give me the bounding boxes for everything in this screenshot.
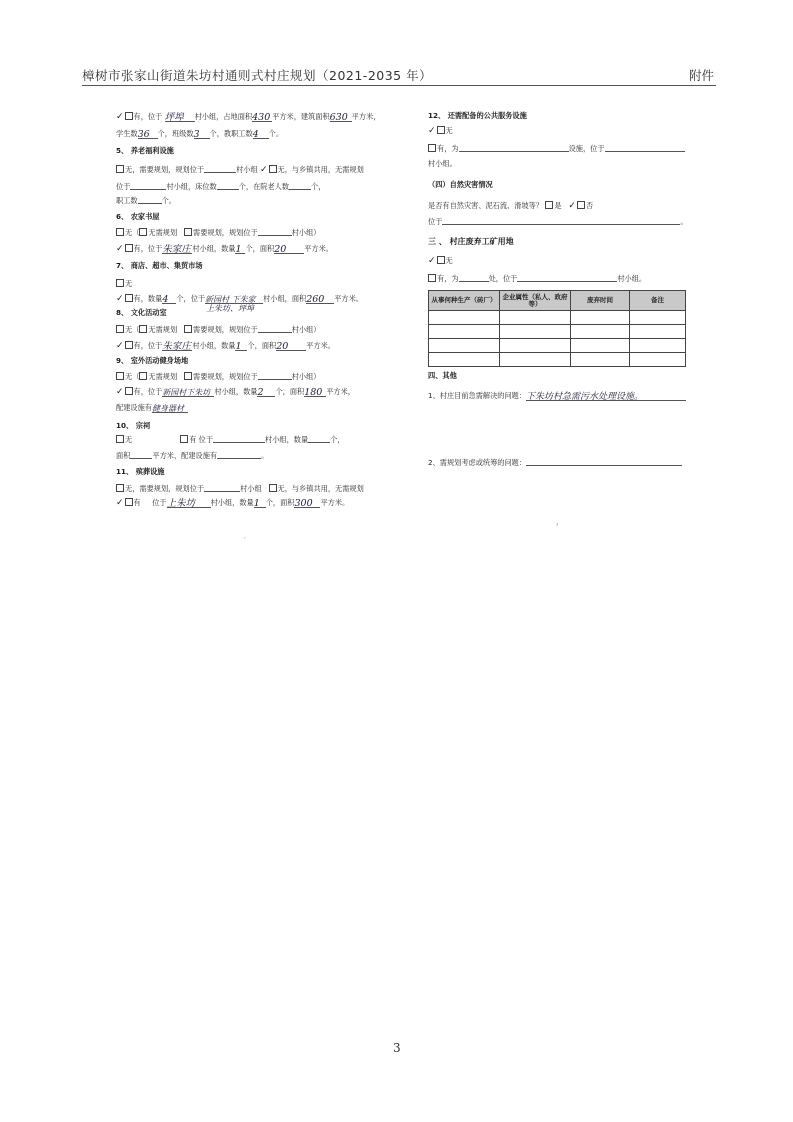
s11-line-2: ✓ 有 位于上朱坊 村小组，数量1 个，面积300 平方米。 — [116, 498, 350, 509]
checkbox-icon — [184, 228, 192, 236]
checkbox-icon — [437, 126, 445, 134]
checkbox-icon — [125, 498, 133, 506]
s8-line-1: 无（ 无需规划 需要规划，规划位于 村小组） — [116, 325, 320, 334]
school-line-2: 学生数36 个，班级数3 个，教职工数4 个。 — [116, 129, 284, 140]
checkbox-icon — [125, 294, 133, 302]
s5-line-2: 位于 村小组，床位数 个，在院老人数 个， — [116, 182, 326, 191]
checkbox-icon — [125, 341, 133, 349]
checkbox-icon — [116, 484, 124, 492]
mine-line-1: ✓ 无 — [428, 256, 453, 266]
s12-line-2: 有，为 设施，位于 — [428, 144, 685, 153]
checkmark-icon: ✓ — [428, 126, 436, 136]
page-number: 3 — [393, 1041, 401, 1055]
checkmark-icon: ✓ — [116, 341, 124, 351]
column-header: 企业属性（私人、政府等） — [500, 291, 571, 311]
s8-line-2: ✓ 有，位于朱家庄村小组，数量1 个，面积20 平方米。 — [116, 341, 335, 352]
column-header: 备注 — [630, 291, 686, 311]
s7-line-2: ✓ 有，数量4 个，位于新园村 下朱家 村小组，面积260 平方米。 — [116, 294, 363, 305]
checkbox-icon — [184, 325, 192, 333]
s11-line-1: 无，需要规划，规划位于 村小组 无，与乡镇共用，无需规划 — [116, 484, 364, 493]
table-header-row — [429, 291, 686, 311]
other-question-1: 1、村庄目前急需解决的问题：下朱坊村急需污水处理设施。 — [428, 392, 686, 401]
table-row — [429, 311, 686, 325]
checkbox-icon — [428, 274, 436, 282]
section-7-title: 7、 商店、超市、集贸市场 — [116, 261, 203, 270]
table-row — [429, 339, 686, 353]
header-rule — [82, 85, 716, 86]
s10-line-1: 无 有 位于 村小组，数量 个， — [116, 435, 345, 444]
column-header: 从事何种生产（砖厂） — [429, 291, 500, 311]
checkbox-icon — [139, 372, 147, 380]
s5-line-3: 职工数 个。 — [116, 196, 176, 205]
checkbox-icon — [116, 372, 124, 380]
document-header-annex: 附件 — [689, 68, 715, 83]
checkbox-icon — [428, 144, 436, 152]
section-5-title: 5、 养老福利设施 — [116, 146, 174, 155]
s12-line-3: 村小组。 — [428, 159, 457, 168]
checkmark-icon: ✓ — [116, 294, 124, 304]
abandoned-mine-title: 三 、 村庄废弃工矿用地 — [428, 237, 514, 246]
s9-line-3: 配建设施有健身器材 — [116, 404, 188, 413]
scanned-form — [108, 104, 698, 544]
checkbox-icon — [116, 279, 124, 287]
s7-line-3: 上朱坊、坪埠 — [206, 304, 254, 313]
document-header-title: 樟树市张家山街道朱坊村通则式村庄规划（2021-2035 年） — [82, 68, 433, 83]
checkbox-icon — [139, 228, 147, 236]
checkbox-icon — [116, 165, 124, 173]
disaster-line-1: 是否有自然灾害、泥石流、滑坡等？ 是 ✓ 否 — [428, 201, 594, 211]
checkmark-icon: ✓ — [259, 165, 268, 175]
checkmark-icon: ✓ — [116, 112, 124, 122]
checkbox-icon — [116, 325, 124, 333]
section-12-title: 12、 还需配备的公共服务设施 — [428, 111, 527, 120]
s12-line-1: ✓ 无 — [428, 126, 453, 136]
s9-line-1: 无（ 无需规划 需要规划，规划位于 村小组） — [116, 372, 320, 381]
checkmark-icon: ✓ — [568, 201, 576, 211]
checkbox-icon — [116, 228, 124, 236]
section-10-title: 10、 宗祠 — [116, 421, 151, 430]
checkbox-icon — [577, 201, 585, 209]
checkbox-icon — [269, 165, 277, 173]
table-row — [429, 353, 686, 367]
mine-line-2: 有，为 处，位于 村小组。 — [428, 274, 646, 283]
abandoned-mine-table — [428, 290, 686, 367]
section-11-title: 11、 殡葬设施 — [116, 467, 165, 476]
table-row — [429, 325, 686, 339]
column-header: 废弃时间 — [571, 291, 630, 311]
other-question-2: 2、需规划考虑或统筹的问题： — [428, 458, 682, 467]
section-9-title: 9、 室外活动健身场地 — [116, 356, 189, 365]
checkmark-icon: ✓ — [116, 498, 124, 508]
s6-line-1: 无（ 无需规划 需要规划，规划位于 村小组） — [116, 228, 320, 237]
checkbox-icon — [180, 435, 188, 443]
checkbox-icon — [125, 112, 133, 120]
school-line-1: ✓ 有，位于 坪埠 村小组，占地面积430 平方米，建筑面积630 平方米， — [116, 112, 381, 123]
checkbox-icon — [125, 387, 133, 395]
other-title: 四、其他 — [428, 371, 457, 380]
section-6-title: 6、 农家书屋 — [116, 212, 160, 221]
checkmark-icon: ✓ — [116, 244, 124, 254]
checkbox-icon — [437, 256, 445, 264]
checkmark-icon: ✓ — [428, 256, 436, 266]
checkmark-icon: ✓ — [116, 387, 124, 397]
disaster-line-2: 位于 。 — [428, 217, 688, 226]
s7-line-1: 无 — [116, 279, 132, 288]
section-8-title: 8、 文化活动室 — [116, 308, 167, 317]
checkbox-icon — [269, 484, 277, 492]
s9-line-2: ✓ 有，位于新园村下朱坊 村小组，数量2 个，面积180 平方米， — [116, 387, 355, 398]
disaster-title: （四）自然灾害情况 — [428, 180, 493, 189]
checkbox-icon — [116, 435, 124, 443]
checkbox-icon — [139, 325, 147, 333]
scan-speck: ˀ — [556, 523, 559, 530]
s6-line-2: ✓ 有，位于朱家庄村小组，数量1 个，面积20 平方米。 — [116, 244, 333, 255]
s5-line-1: 无，需要规划，规划位于 村小组 ✓ 无，与乡镇共用，无需规划 — [116, 165, 364, 174]
checkbox-icon — [125, 244, 133, 252]
scan-speck: ˏ — [243, 532, 246, 539]
checkbox-icon — [545, 201, 553, 209]
s10-line-2: 面积 平方米，配建设施有 。 — [116, 451, 269, 460]
checkbox-icon — [184, 372, 192, 380]
